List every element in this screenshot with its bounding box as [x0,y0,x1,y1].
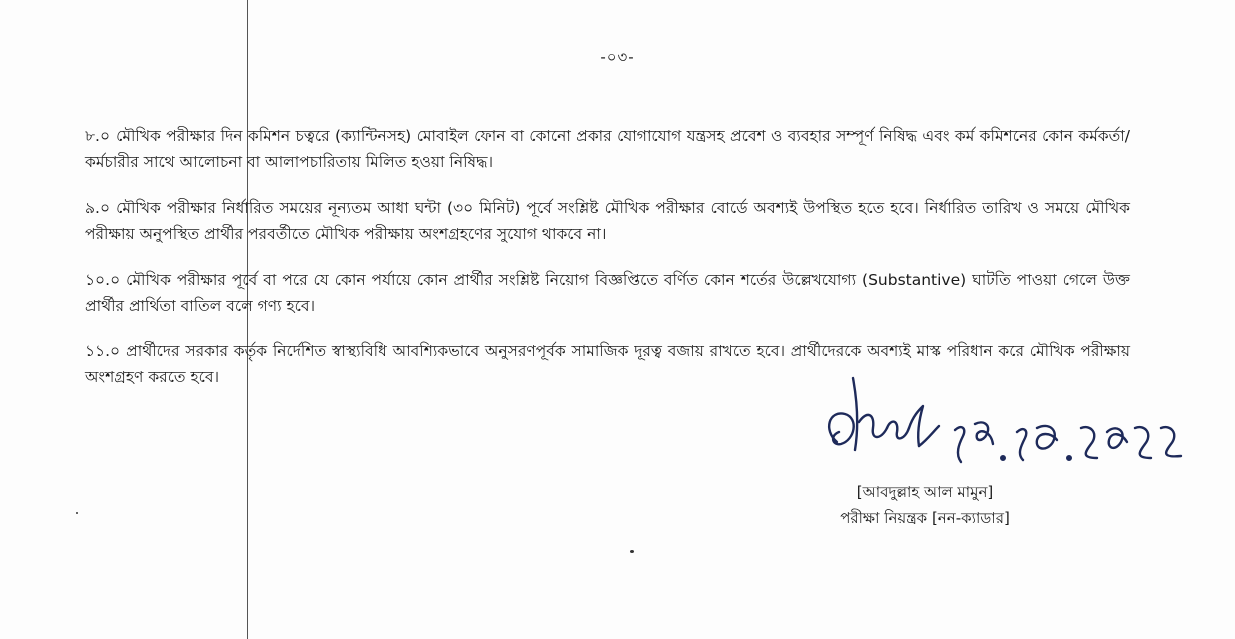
signatory-name: [আবদুল্লাহ আল মামুন] [856,483,994,501]
paragraph-number: ১১.০ [85,342,121,360]
paragraph-8 [85,123,1130,175]
paragraph-10 [85,267,1130,319]
paragraph-text: মৌখিক পরীক্ষার নির্ধারিত সময়ের নূন্যতম আধা ঘন্টা (৩০ মিনিট) পূর্বে সংশ্লিষ্ট মৌখিক পরীক্ষার বোর্ডে অবশ্যই উপস্থিত হতে হবে। নির্ধারিত তারিখ ও সময়ে মৌখিক পরীক্ষায় অনুপস্থিত প্রার্থীর পরবর্তীতে মৌখিক পরীক্ষায় অংশগ্রহণের সুযোগ থাকবে না। [85,199,1130,243]
paragraph-text: মৌখিক পরীক্ষার পূর্বে বা পরে যে কোন পর্যায়ে কোন প্রার্থীর সংশ্লিষ্ট নিয়োগ বিজ্ঞপ্তিতে বর্ণিত কোন শর্তের উল্লেখযোগ্য (Substantive) ঘাটতি পাওয়া গেলে উক্ত প্রার্থীর প্রার্থিতা বাতিল বলে গণ্য হবে। [85,271,1130,315]
handwritten-signature [815,370,1195,470]
paragraph-number: ৯.০ [85,199,111,217]
paragraph-text: মৌখিক পরীক্ষার দিন কমিশন চত্বরে (ক্যান্টিনসহ) মোবাইল ফোন বা কোনো প্রকার যোগাযোগ যন্ত্রসহ প্রবেশ ও ব্যবহার সম্পূর্ণ নিষিদ্ধ এবং কর্ম কমিশনের কোন কর্মকর্তা/কর্মচারীর সাথে আলোচনা বা আলাপচারিতায় মিলিত হওয়া নিষিদ্ধ। [85,127,1130,171]
paragraph-text: প্রার্থীদের সরকার কর্তৃক নির্দেশিত স্বাস্থ্যবিধি আবশ্যিকভাবে অনুসরণপূর্বক সামাজিক দূরত্ব বজায় রাখতে হবে। প্রার্থীদেরকে অবশ্যই মাস্ক পরিধান করে মৌখিক পরীক্ষায় অংশগ্রহণ করতে হবে। [85,342,1130,386]
paragraph-9 [85,195,1130,247]
scan-fold-line [247,0,248,639]
page-number: -০৩- [600,48,635,66]
signatory-designation: পরীক্ষা নিয়ন্ত্রক [নন-ক্যাডার] [840,509,1010,527]
scan-speck [630,550,634,553]
scan-speck [76,512,78,514]
paragraph-number: ১০.০ [85,271,121,289]
paragraph-number: ৮.০ [85,127,111,145]
